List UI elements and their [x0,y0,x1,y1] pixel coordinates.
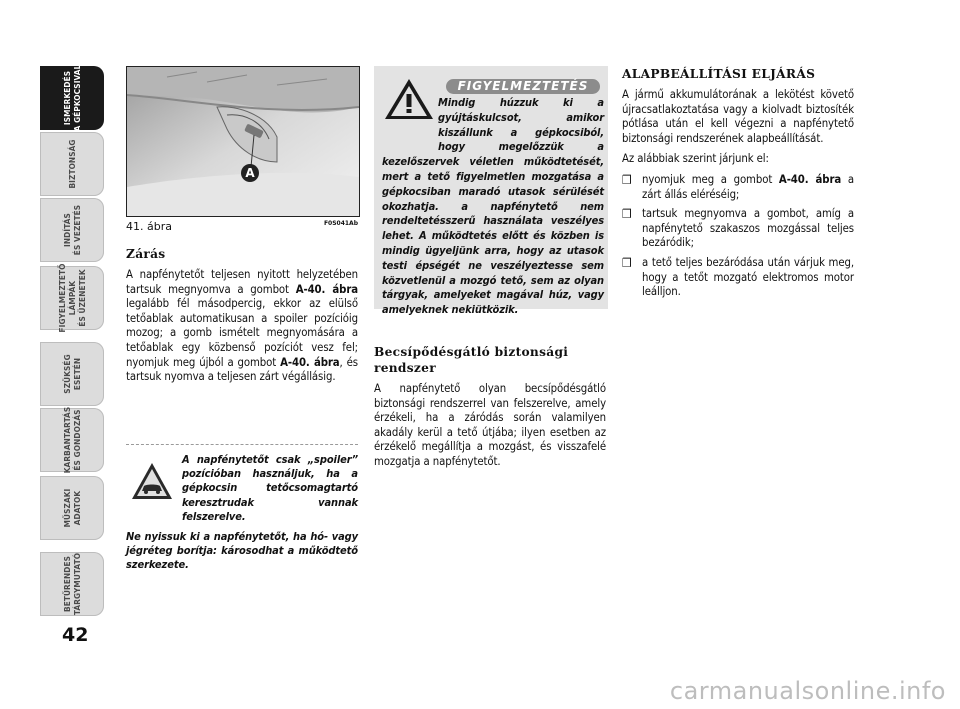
tab-label: ISMERKEDÉS A GÉPKOCSIVAL [62,64,82,132]
section-heading: ALAPBEÁLLÍTÁSI ELJÁRÁS [622,67,816,81]
warning-body: Mindig húzzuk ki a gyújtáskulcsot, amikor kiszállunk a gépkocsiból, hogy megelőzzük a kezelőszervek véletlen működtetését, mert a tető figyelmetlen mozgatása a gépkocsiban maradó utasok sérülését okozhatja. a napfénytető nem rendeltetésszerű használata veszélyes lehet. A működtetés előtt és közben is mindig ügyeljünk arra, hogy az utasok testi épségét ne veszélyeztesse sem közvetlenül a mozgó tető, sem az olyan tárgyak, amelyeket magával húz, vagy amelyeknek nekiütközik. [382,96,604,317]
section-heading: Becsípődésgátló biztonsági rendszer [374,345,569,375]
warning-box [374,66,608,317]
page-number: 42 [62,624,89,646]
anti-pinch-paragraph: A napfénytető olyan becsípődésgátló biztonsági rendszerrel van felszerelve, amely érzékeli, ha a záródás során valamilyen akadály kerül a tető útjába; ilyen esetben az érzékelő megállítja a mozgást, és visszafelé mozgatja a napfénytetőt. [374,382,606,468]
warning-text [382,96,604,318]
text-run: tartsuk megnyomva a gombot, amíg a napfénytető szakaszos mozgással teljes bezáródik; [642,207,854,250]
watermark: carmanualsonline.info [669,677,946,705]
closing-paragraph [126,268,358,385]
tab-biztonsag[interactable] [40,132,104,196]
note-text-2: Ne nyissuk ki a napfénytetőt, ha hó- vagy jégréteg borítja: károsodhat a működtető szerkezete. [126,530,358,572]
initialisation-section [622,66,854,305]
section-heading: Zárás [126,247,166,261]
figure-caption [126,220,358,233]
caution-note [126,444,358,573]
tab-label: MŰSZAKI ADATOK [62,488,82,528]
tab-karbantartas[interactable] [40,408,104,472]
callout-a: A [241,164,259,182]
tab-figyelmezteto[interactable] [40,263,104,333]
list-item [622,207,854,251]
tab-label: KARBANTARTÁS ÉS GONDOZÁS [62,406,82,474]
figure-ref: A-40. ábra [280,355,340,369]
tab-ismerkedes[interactable] [40,66,104,130]
checkbox-bullet-icon: ❒ [622,172,632,187]
text-run: , és tartsuk nyomva a teljesen zárt végállásig. [126,355,358,384]
figure-code: F0S041Ab [323,220,358,227]
steps-list [622,173,854,300]
sunroof-control-photo [127,67,359,216]
init-paragraph-2: Az alábbiak szerint járjunk el: [622,152,769,166]
init-paragraph-1: A jármű akkumulátorának a lekötést követő újracsatlakoztatása vagy a kiolvadt biztosíték pótlása után el kell végezni a napfénytető biztonsági rendszerének alapbeállítását. [622,88,854,145]
tab-label: INDÍTÁS ÉS VEZETÉS [62,204,82,256]
car-warning-icon [130,459,174,503]
text-run: legalább fél másodpercig, ekkor az elülső tetőablak automatikusan a spoiler pozícióig mozog; a gomb ismételt megnyomására a tetőablak egy közbenső pozíciót vesz fel; nyomjuk meg újból a gombot [126,297,358,369]
tab-betu[interactable] [40,552,104,616]
checkbox-bullet-icon: ❒ [622,207,632,222]
figure-ref: A-40. ábra [295,282,358,296]
checkbox-bullet-icon: ❒ [622,255,632,270]
text-run: a zárt állás eléréséig; [642,172,854,201]
figure-41 [126,66,360,217]
closing-section [126,246,358,391]
figure-caption-text: 41. ábra [126,220,172,233]
text-run: a tető teljes bezáródása után várjuk meg, hogy a tetőt mozgató elektromos motor leálljon. [642,255,854,299]
figure-ref: A-40. ábra [778,172,842,186]
tab-inditas[interactable] [40,198,104,262]
list-item [622,173,854,202]
note-text-1: A napfénytetőt csak „spoiler” pozícióban használjuk, ha a gépkocsin tetőcsomagtartó keresztrudak vannak felszerelve. [182,453,358,523]
tab-label: BETŰRENDES TÁRGYMUTATÓ [62,552,82,616]
tab-muszaki[interactable] [40,476,104,540]
tab-label: BIZTONSÁG [67,139,77,189]
list-item [622,256,854,300]
warning-title: FIGYELMEZTETÉS [446,79,600,94]
icon-spacer [382,96,438,142]
tab-szukseg[interactable] [40,342,104,406]
text-run: A napfénytetőt teljesen nyitott helyzetében tartsuk megnyomva a gombot [126,268,358,296]
anti-pinch-section [374,344,606,476]
text-run: nyomjuk meg a gombot [642,172,779,186]
tab-label: FIGYELMEZTETŐ LÁMPÁK ÉS ÜZENETEK [57,263,87,333]
tab-label: SZÜKSÉG ESETÉN [62,354,82,394]
